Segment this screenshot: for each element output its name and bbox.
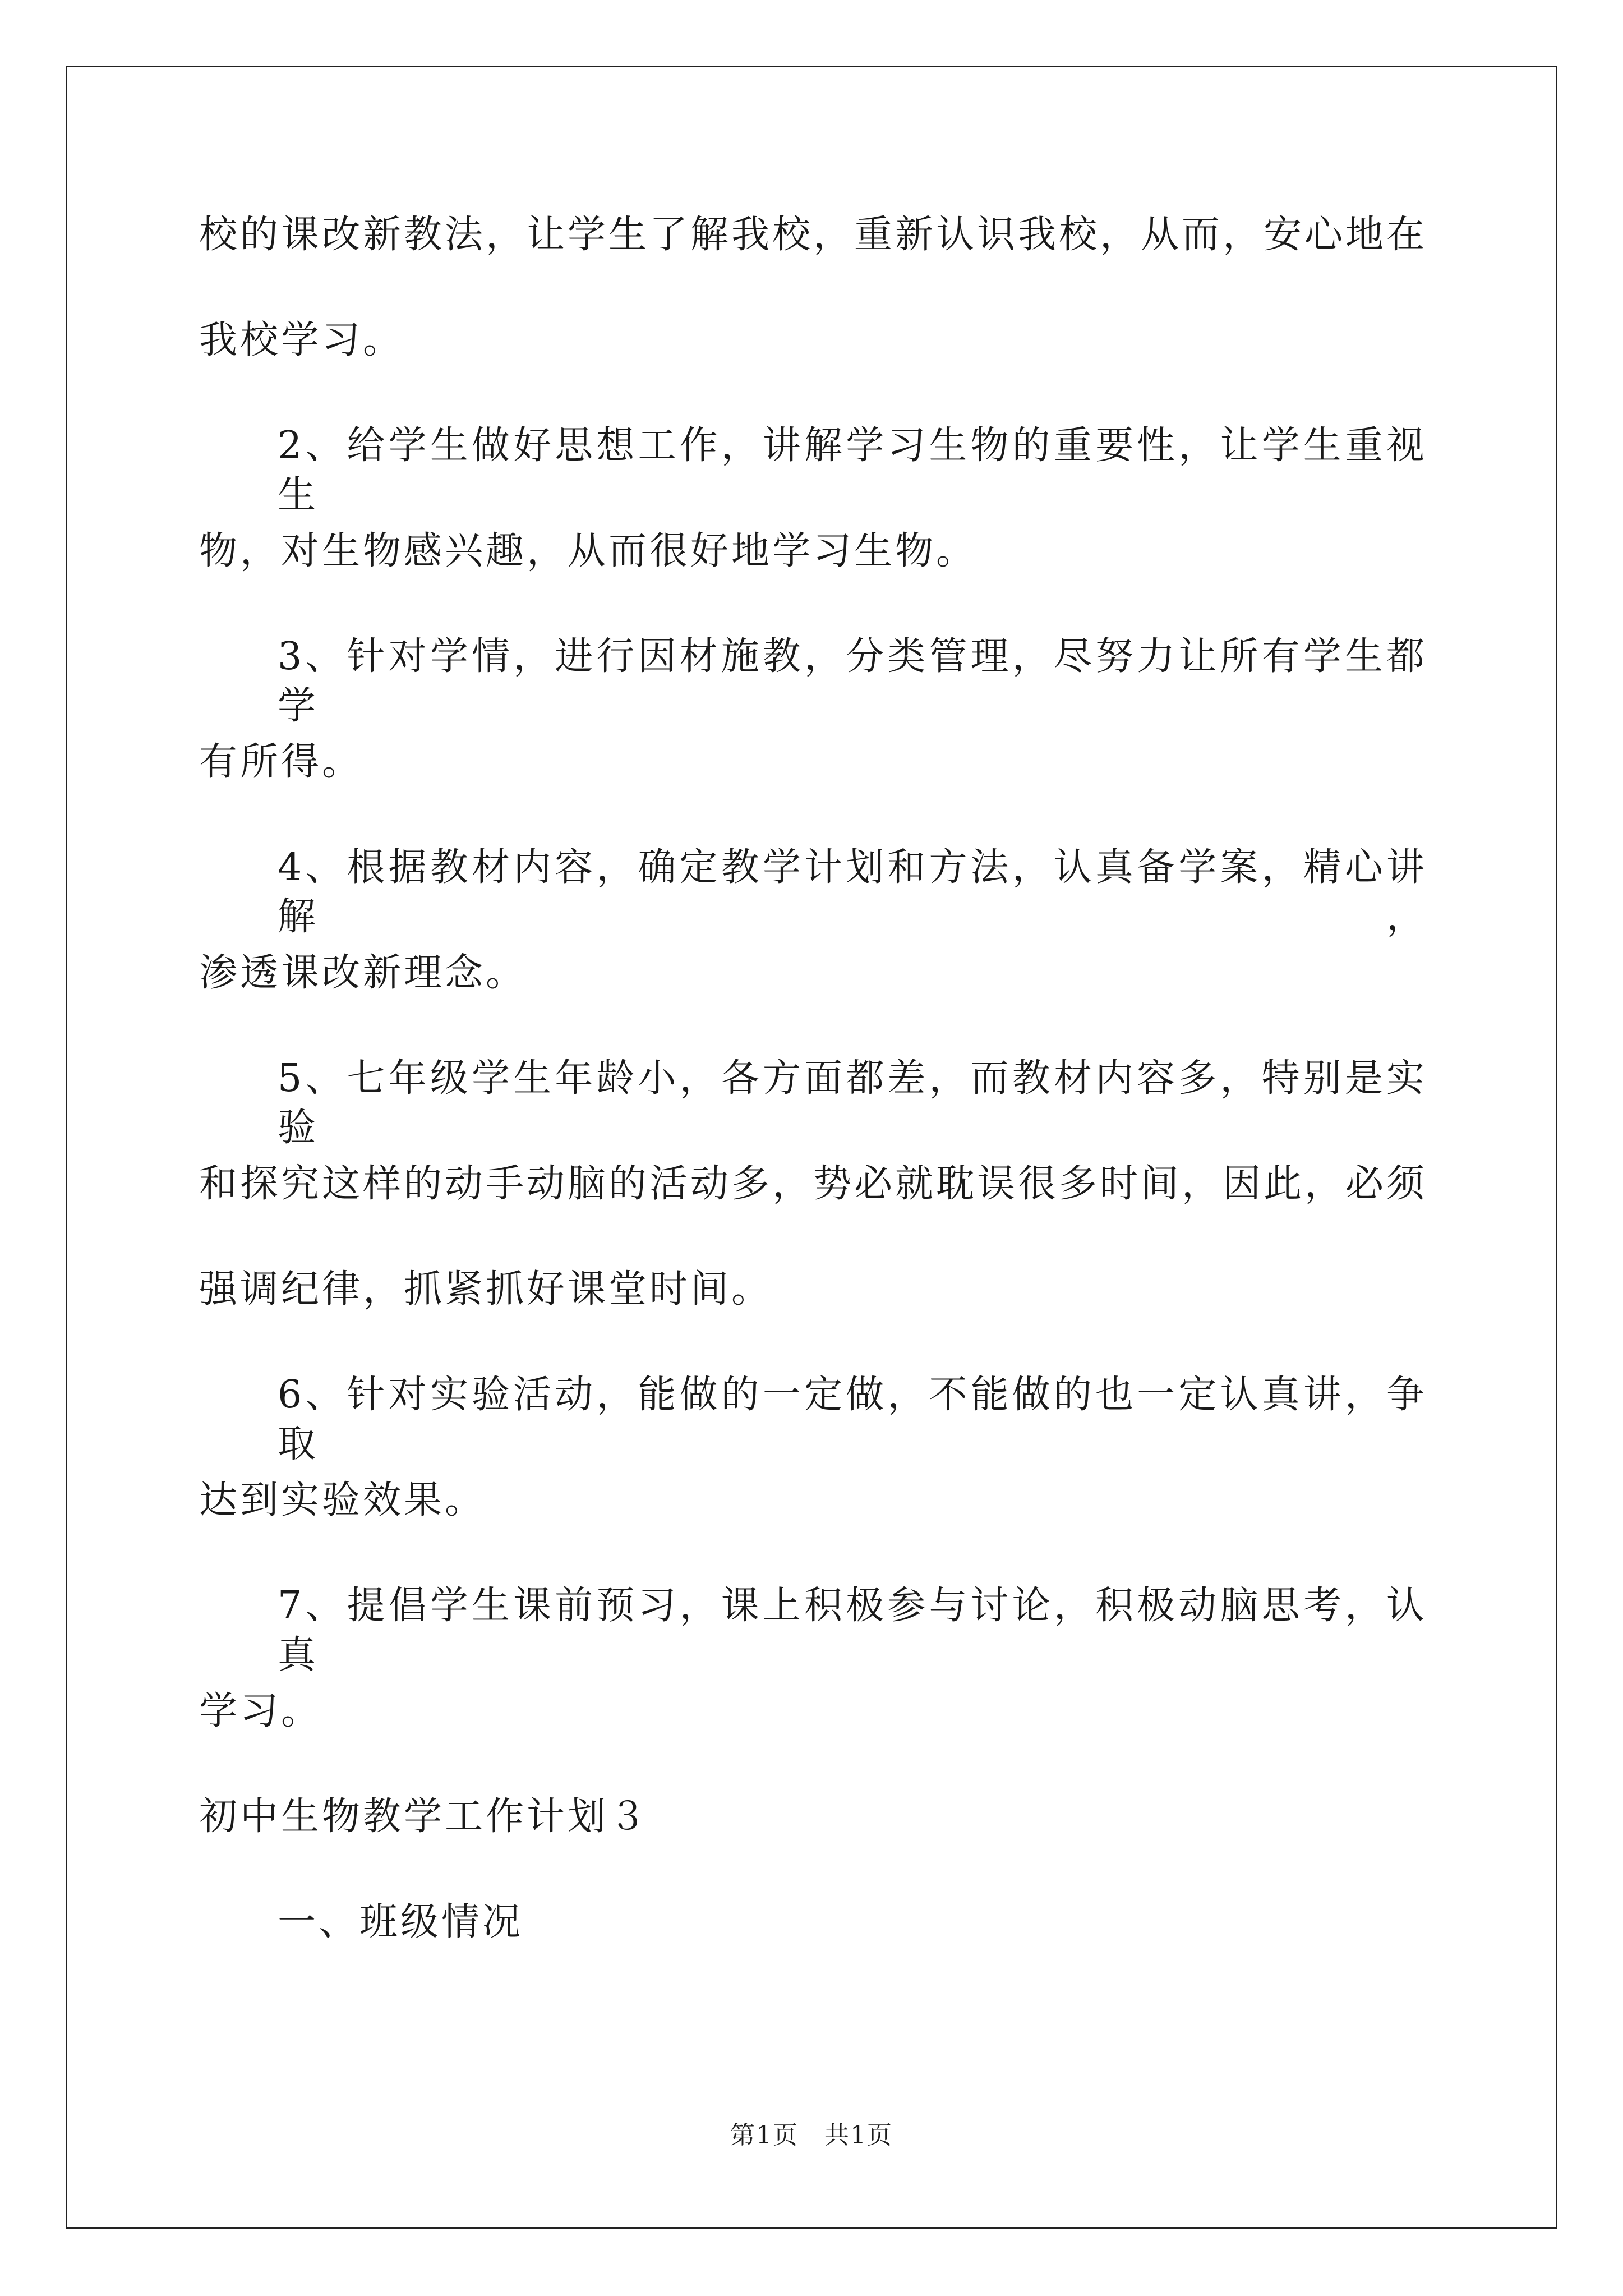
- text-line: 学习。: [199, 1689, 322, 1733]
- text-line: 和探究这样的动手动脑的活动多，势必就耽误很多时间，因此，必须: [199, 1162, 1428, 1206]
- text-line: 校的课改新教法，让学生了解我校，重新认识我校，从而，安心地在: [199, 213, 1428, 257]
- document-body: [199, 210, 1427, 1947]
- text-line: 7、提倡学生课前预习，课上积极参与讨论，积极动脑思考，认真: [278, 1584, 1427, 1677]
- text-line: 2、给学生做好思想工作，讲解学习生物的重要性，让学生重视生: [278, 424, 1427, 517]
- text-line: 初中生物教学工作计划３: [199, 1795, 650, 1839]
- text-line: 物，对生物感兴趣，从而很好地学习生物。: [199, 529, 978, 573]
- text-line: 一、班级情况: [278, 1900, 524, 1944]
- text-line: 6、针对实验活动，能做的一定做，不能做的也一定认真讲，争取: [278, 1373, 1427, 1466]
- text-line: 4、根据教材内容，确定教学计划和方法，认真备学案，精心讲解，: [278, 845, 1427, 939]
- page-footer: 第1页 共1页: [730, 2121, 893, 2150]
- text-line: 达到实验效果。: [199, 1478, 486, 1522]
- text-line: 有所得。: [199, 740, 363, 784]
- text-line: 3、针对学情，进行因材施教，分类管理，尽努力让所有学生都学: [278, 634, 1427, 728]
- text-line: 强调纪律，抓紧抓好课堂时间。: [199, 1267, 773, 1312]
- text-line: 我校学习。: [199, 318, 404, 362]
- text-line: 5、七年级学生年龄小，各方面都差，而教材内容多，特别是实验: [278, 1056, 1427, 1150]
- text-line: 渗透课改新理念。: [199, 951, 527, 995]
